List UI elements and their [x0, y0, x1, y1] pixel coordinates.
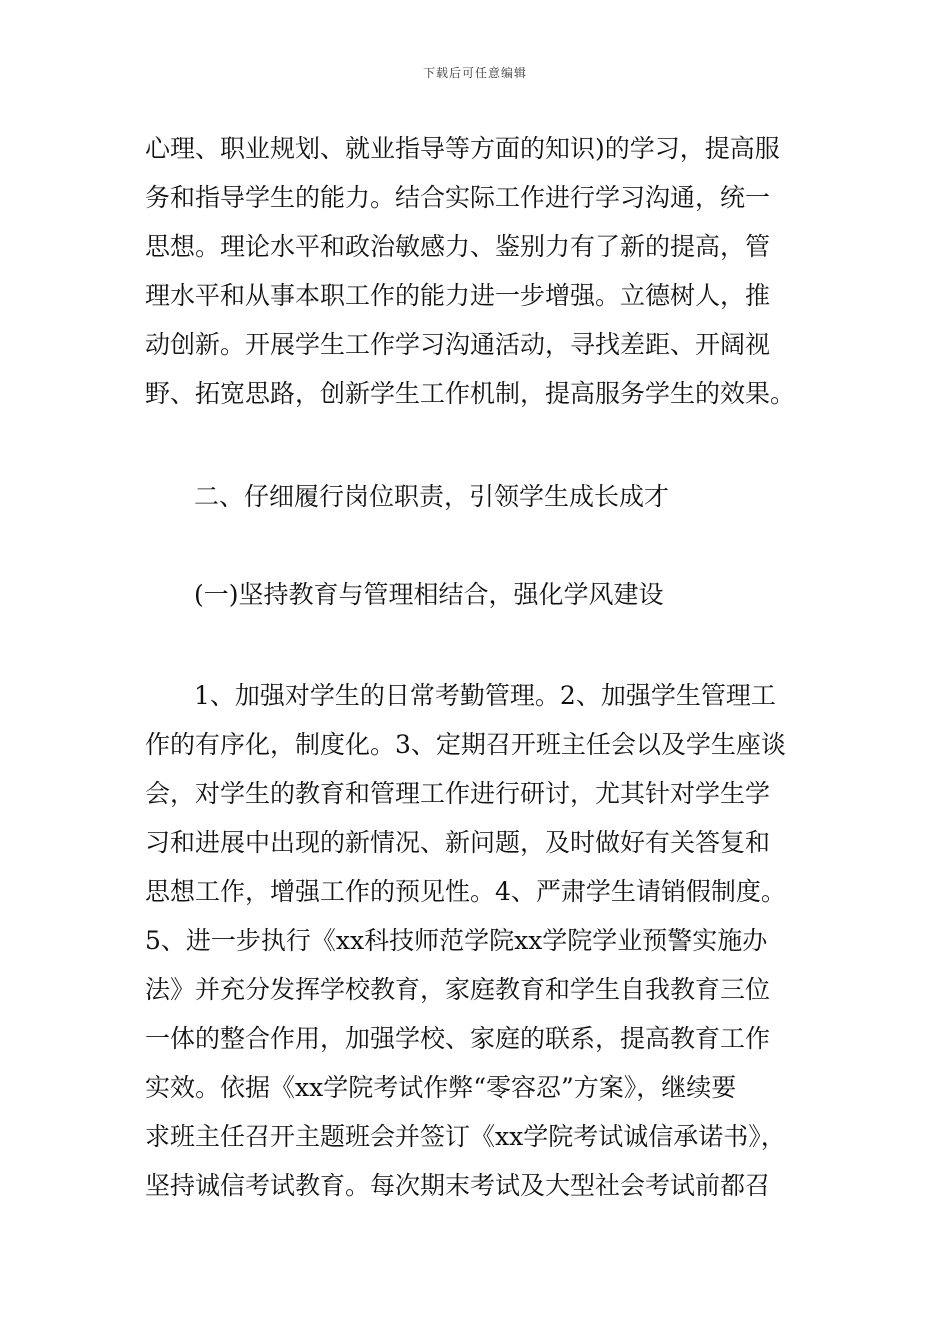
paragraph-line: 心理、职业规划、就业指导等方面的知识)的学习，提高服 [145, 134, 780, 163]
paragraph-line: 法》并充分发挥学校教育，家庭教育和学生自我教育三位 [145, 975, 771, 1004]
paragraph-line: 作的有序化，制度化。3、定期召开班主任会以及学生座谈 [145, 730, 786, 759]
paragraph-line: 思想。理论水平和政治敏感力、鉴别力有了新的提高，管 [145, 232, 771, 261]
paragraph-line: 一体的整合作用，加强学校、家庭的联系，提高教育工作 [145, 1024, 771, 1053]
subsection-heading: (一)坚持教育与管理相结合，强化学风建设 [194, 580, 664, 609]
paragraph-line: 思想工作，增强工作的预见性。4、严肃学生请销假制度。 [145, 877, 786, 906]
section-heading: 二、仔细履行岗位职责，引领学生成长成才 [194, 482, 670, 511]
paragraph-line: 会，对学生的教育和管理工作进行研讨，尤其针对学生学 [145, 779, 771, 808]
paragraph-line: 习和进展中出现的新情况、新问题，及时做好有关答复和 [145, 828, 771, 857]
paragraph-line: 野、拓宽思路，创新学生工作机制，提高服务学生的效果。 [145, 379, 796, 408]
paragraph-line: 5、进一步执行《xx科技师范学院xx学院学业预警实施办 [145, 926, 768, 955]
paragraph-line: 动创新。开展学生工作学习沟通活动，寻找差距、开阔视 [145, 330, 771, 359]
paragraph-line: 理水平和从事本职工作的能力进一步增强。立德树人，推 [145, 281, 771, 310]
paragraph-line: 坚持诚信考试教育。每次期末考试及大型社会考试前都召 [145, 1171, 771, 1200]
paragraph-line: 求班主任召开主题班会并签订《xx学院考试诚信承诺书》， [145, 1122, 786, 1151]
paragraph-line: 1、加强对学生的日常考勤管理。2、加强学生管理工 [194, 681, 776, 710]
page-header-note: 下载后可任意编辑 [422, 66, 527, 80]
paragraph-line: 务和指导学生的能力。结合实际工作进行学习沟通，统一 [145, 183, 771, 212]
paragraph-line: 实效。依据《xx学院考试作弊“零容忍”方案》，继续要 [145, 1073, 737, 1102]
